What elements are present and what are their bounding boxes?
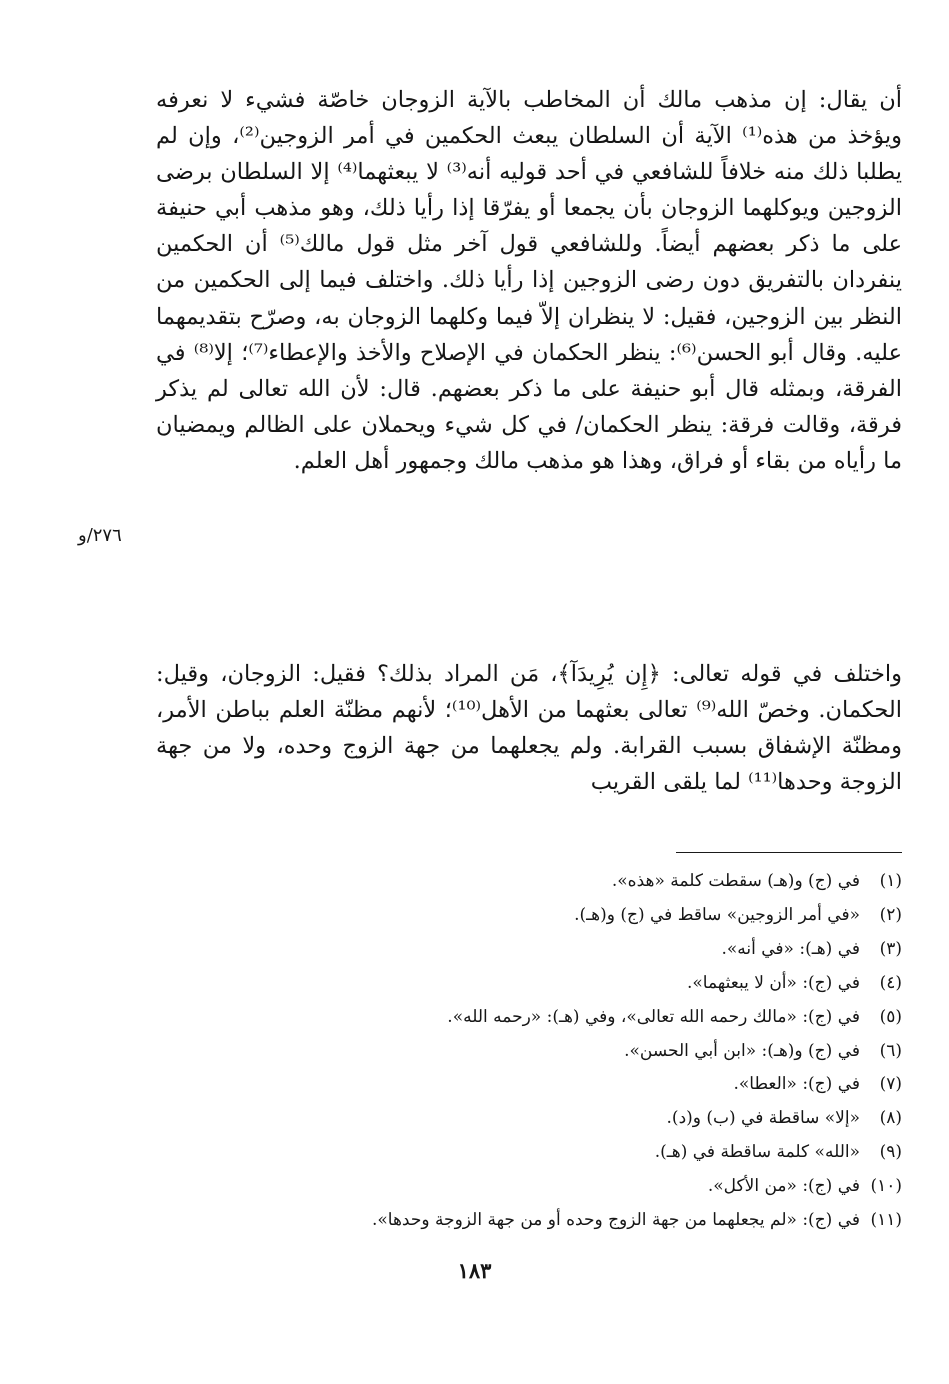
paragraph-1: أن يقال: إن مذهب مالك أن المخاطب بالآية الزوجان خاصّة فشيء لا نعرفه ويؤخذ من هذه⁽¹⁾ الآية أن السلطان يبعث الحكمين في أمر الزوجين⁽²⁾، وإن لم يطلبا ذلك منه خلافاً للشافعي في أحد قوليه أنه⁽³⁾ لا يبعثهما⁽⁴⁾ إلا السلطان برضى الزوجين ويوكلهما الزوجان بأن يجمعا أو يفرّقا إذا رأيا ذلك، وهو مذهب أبي حنيفة على ما ذكر بعضهم أيضاً. وللشافعي قول آخر مثل قول مالك⁽⁵⁾ أن الحكمين ينفردان بالتفريق دون رضى الزوجين إذا رأيا ذلك. واختلف فيما إلى الحكمين من النظر بين الزوجين، فقيل: لا ينظران إلاّ فيما وكلهما الزوجان به، وصرّح بتقديمهما عليه. وقال أبو الحسن⁽⁶⁾: ينظر الحكمان في الإصلاح والأخذ والإعطاء⁽⁷⁾؛ إلا⁽⁸⁾ في الفرقة، وبمثله قال أبو حنيفة على ما ذكر بعضهم. قال: لأن الله تعالى لم يذكر فرقة، وقالت فرقة: ينظر الحكمان/ في كل شيء ويحملان على الظالم ويمضيان ما رأياه من بقاء أو فراق، وهذا هو مذهب مالك وجمهور أهل العلم. [156,87,903,474]
footnote [182,967,902,1001]
footnote-separator [676,852,902,853]
footnote-text: في (ج): «أن لا يبعثهما». [686,972,860,993]
footnote [182,1170,902,1204]
footnotes [182,865,902,1238]
footnote-number: (٦) [879,1040,902,1061]
footnote-text: في (ج): «مالك رحمه الله تعالى»، وفي (هـ): «رحمه الله». [447,1006,860,1027]
footnote-number: (٩) [879,1142,902,1163]
footnote-number: (١١) [870,1210,902,1231]
footnote-text: في (ج): «لم يجعلهما من جهة الزوج وحده أو من جهة الزوجة وحدها». [371,1210,860,1231]
footnote [182,1136,902,1170]
second-paragraph [156,656,902,800]
footnote-number: (١٠) [870,1176,902,1197]
footnote [182,899,902,933]
footnote-number: (٧) [879,1074,902,1095]
page-number: ١٨٣ [457,1258,492,1283]
footnote-text: «في أمر الزوجين» ساقط في (ج) و(هـ). [574,904,860,925]
footnote [182,933,902,967]
footnote [182,865,902,899]
footnote-number: (٥) [879,1006,902,1027]
footnote-number: (٤) [879,972,902,993]
footnote-text: «إلا» ساقطة في (ب) و(د). [666,1108,860,1129]
footnote [182,1102,902,1136]
footnote-number: (٣) [879,938,902,959]
footnote-text: في (هـ): «في أنه». [721,938,860,959]
footnote [182,1204,902,1238]
footnote-text: في (ج) و(هـ) سقطت كلمة «هذه». [611,871,860,891]
footnote-number: (١) [879,871,902,891]
footnote [182,1001,902,1035]
paragraph-2: واختلف في قوله تعالى: ﴿إِن يُرِيدَآ﴾، مَن المراد بذلك؟ فقيل: الزوجان، وقيل: الحكمان. وخصّ الله⁽⁹⁾ تعالى بعثهما من الأهل⁽¹⁰⁾؛ لأنهم مظنّة العلم بباطن الأمر، ومظنّة الإشفاق بسبب القرابة. ولم يجعلهما من جهة الزوج وحده، ولا من جهة الزوجة وحدها⁽¹¹⁾ لما يلقى القريب [156,661,902,796]
footnote-text: في (ج): «العطا». [733,1074,860,1095]
footnote-text: «الله» كلمة ساقطة في (هـ). [654,1142,860,1163]
footnote-number: (٢) [879,904,902,925]
footnote-text: في (ج) و(هـ): «ابن أبي الحسن». [624,1040,860,1061]
folio-marginal-note: ٢٧٦/و [78,525,122,546]
main-paragraph [156,82,902,479]
footnote-number: (٨) [879,1108,902,1129]
footnote-text: في (ج): «من الأكل». [707,1176,860,1197]
footnote [182,1035,902,1069]
footnote [182,1068,902,1102]
